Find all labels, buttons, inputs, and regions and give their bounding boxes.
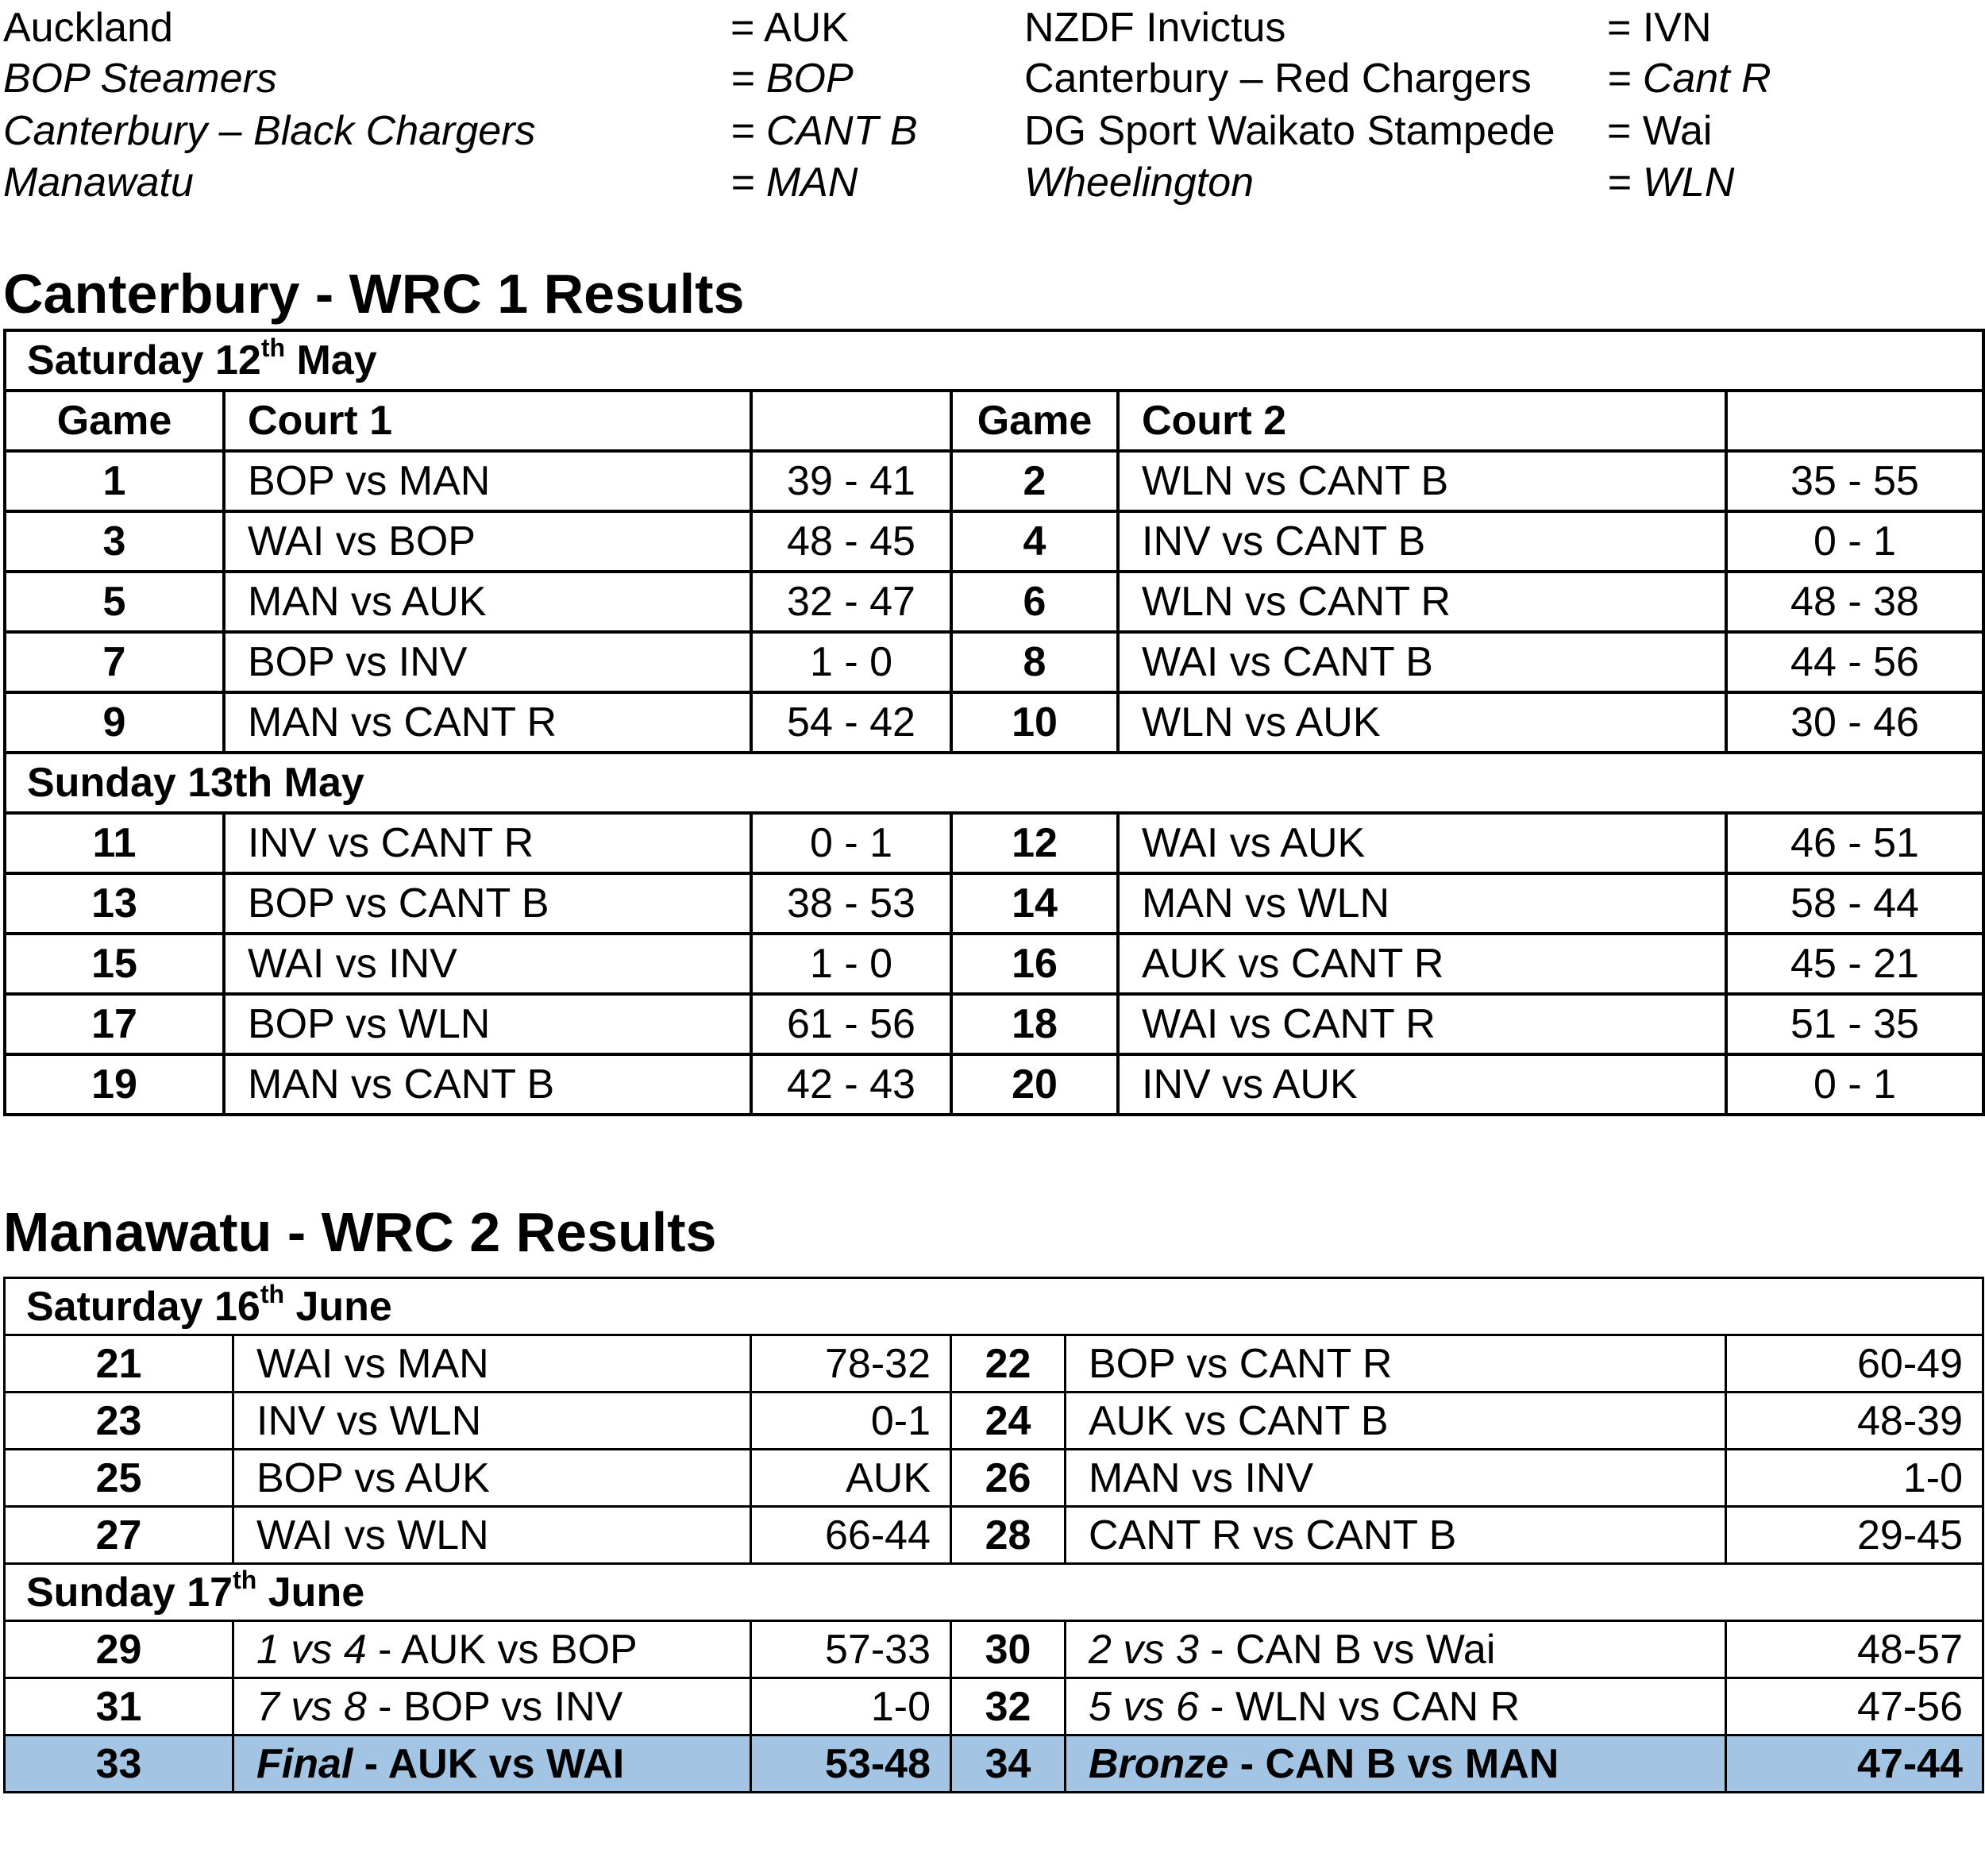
score-cell: 60-49 — [1726, 1335, 1983, 1393]
day-label: Saturday 12th May — [5, 330, 1983, 391]
wrc2-title: Manawatu - WRC 2 Results — [3, 1201, 717, 1263]
match-cell: WLN vs AUK — [1118, 692, 1726, 753]
day-row — [5, 1278, 1983, 1335]
score-cell: 29-45 — [1726, 1507, 1983, 1564]
score-cell: 30 - 46 — [1726, 692, 1983, 753]
match-cell: BOP vs MAN — [224, 451, 751, 511]
game-number: 26 — [951, 1450, 1066, 1507]
match-cell: WAI vs WLN — [233, 1507, 751, 1564]
match-cell: Final - AUK vs WAI — [233, 1735, 751, 1793]
match-cell: 5 vs 6 - WLN vs CAN R — [1066, 1678, 1726, 1735]
match-cell: INV vs CANT R — [224, 813, 751, 873]
legend-code: = IVN — [1607, 5, 1712, 51]
match-cell: INV vs WLN — [233, 1393, 751, 1450]
match-cell: MAN vs AUK — [224, 572, 751, 632]
match-cell: WAI vs AUK — [1118, 813, 1726, 873]
match-cell: WAI vs INV — [224, 934, 751, 994]
game-number: 25 — [5, 1450, 233, 1507]
game-number: 4 — [951, 511, 1118, 572]
game-number: 12 — [951, 813, 1118, 873]
table-row — [5, 1393, 1983, 1450]
score-cell: AUK — [751, 1450, 951, 1507]
score-cell: 48 - 45 — [751, 511, 951, 572]
match-cell: BOP vs AUK — [233, 1450, 751, 1507]
score-cell: 1-0 — [751, 1678, 951, 1735]
game-number: 14 — [951, 873, 1118, 934]
game-number: 11 — [5, 813, 224, 873]
table-row — [5, 1335, 1983, 1393]
table-row — [5, 873, 1983, 934]
game-number: 5 — [5, 572, 224, 632]
score-cell: 0 - 1 — [751, 813, 951, 873]
match-cell: BOP vs WLN — [224, 994, 751, 1054]
game-number: 20 — [951, 1054, 1118, 1115]
table-row — [5, 511, 1983, 572]
table-row — [5, 994, 1983, 1054]
legend-code: = Wai — [1607, 108, 1713, 154]
wrc2-saturday-rows — [5, 1335, 1983, 1564]
score-cell: 44 - 56 — [1726, 632, 1983, 692]
score-cell: 48-39 — [1726, 1393, 1983, 1450]
game-number: 24 — [951, 1393, 1066, 1450]
table-row — [5, 632, 1983, 692]
game-number: 30 — [951, 1621, 1066, 1678]
match-cell: WAI vs CANT B — [1118, 632, 1726, 692]
day-row — [5, 753, 1983, 813]
match-cell: MAN vs CANT R — [224, 692, 751, 753]
final-row — [5, 1735, 1983, 1793]
game-number: 16 — [951, 934, 1118, 994]
game-number: 27 — [5, 1507, 233, 1564]
legend-name: Canterbury – Red Chargers — [1024, 56, 1532, 102]
score-cell: 47-56 — [1726, 1678, 1983, 1735]
game-number: 17 — [5, 994, 224, 1054]
game-number: 15 — [5, 934, 224, 994]
table-row — [5, 572, 1983, 632]
score-cell: 57-33 — [751, 1621, 951, 1678]
game-number: 18 — [951, 994, 1118, 1054]
legend-name: BOP Steamers — [3, 56, 277, 102]
header-blank — [1726, 391, 1983, 451]
game-number: 7 — [5, 632, 224, 692]
wrc1-title: Canterbury - WRC 1 Results — [3, 263, 745, 325]
game-number: 1 — [5, 451, 224, 511]
legend-name: Auckland — [3, 5, 173, 51]
game-number: 10 — [951, 692, 1118, 753]
header-game: Game — [951, 391, 1118, 451]
match-cell: MAN vs WLN — [1118, 873, 1726, 934]
match-cell: WAI vs MAN — [233, 1335, 751, 1393]
score-cell: 51 - 35 — [1726, 994, 1983, 1054]
table-row — [5, 1507, 1983, 1564]
match-cell: INV vs AUK — [1118, 1054, 1726, 1115]
table-row — [5, 451, 1983, 511]
match-cell: INV vs CANT B — [1118, 511, 1726, 572]
day-row — [5, 330, 1983, 391]
score-cell: 78-32 — [751, 1335, 951, 1393]
score-cell: 1-0 — [1726, 1450, 1983, 1507]
score-cell: 1 - 0 — [751, 632, 951, 692]
table-row — [5, 1450, 1983, 1507]
game-number: 13 — [5, 873, 224, 934]
game-number: 23 — [5, 1393, 233, 1450]
table-row — [5, 934, 1983, 994]
score-cell: 58 - 44 — [1726, 873, 1983, 934]
game-number: 33 — [5, 1735, 233, 1793]
match-cell: CANT R vs CANT B — [1066, 1507, 1726, 1564]
day-label: Sunday 17th June — [5, 1564, 1983, 1621]
game-number: 28 — [951, 1507, 1066, 1564]
game-number: 6 — [951, 572, 1118, 632]
score-cell: 46 - 51 — [1726, 813, 1983, 873]
game-number: 2 — [951, 451, 1118, 511]
score-cell: 48 - 38 — [1726, 572, 1983, 632]
match-cell: WLN vs CANT B — [1118, 451, 1726, 511]
match-cell: BOP vs INV — [224, 632, 751, 692]
score-cell: 47-44 — [1726, 1735, 1983, 1793]
legend-code: = Cant R — [1607, 56, 1771, 102]
score-cell: 38 - 53 — [751, 873, 951, 934]
legend-name: NZDF Invictus — [1024, 5, 1286, 51]
header-game: Game — [5, 391, 224, 451]
table-row — [5, 692, 1983, 753]
score-cell: 0 - 1 — [1726, 1054, 1983, 1115]
match-cell: WAI vs BOP — [224, 511, 751, 572]
header-court1: Court 1 — [224, 391, 751, 451]
match-cell: AUK vs CANT R — [1118, 934, 1726, 994]
legend-code: = CANT B — [730, 108, 918, 154]
header-court2: Court 2 — [1118, 391, 1726, 451]
wrc1-sunday-rows — [5, 813, 1983, 1115]
day-label: Saturday 16th June — [5, 1278, 1983, 1335]
table-row — [5, 1054, 1983, 1115]
wrc1-saturday-rows — [5, 451, 1983, 753]
game-number: 31 — [5, 1678, 233, 1735]
team-legend — [0, 0, 1985, 214]
day-row — [5, 1564, 1983, 1621]
legend-code: = BOP — [730, 56, 854, 102]
legend-code: = WLN — [1607, 160, 1735, 206]
game-number: 29 — [5, 1621, 233, 1678]
header-row — [5, 391, 1983, 451]
score-cell: 32 - 47 — [751, 572, 951, 632]
match-cell: MAN vs CANT B — [224, 1054, 751, 1115]
legend-name: Wheelington — [1024, 160, 1255, 206]
table-row — [5, 1678, 1983, 1735]
game-number: 32 — [951, 1678, 1066, 1735]
match-cell: AUK vs CANT B — [1066, 1393, 1726, 1450]
score-cell: 45 - 21 — [1726, 934, 1983, 994]
match-cell: WAI vs CANT R — [1118, 994, 1726, 1054]
score-cell: 42 - 43 — [751, 1054, 951, 1115]
score-cell: 48-57 — [1726, 1621, 1983, 1678]
match-cell: Bronze - CAN B vs MAN — [1066, 1735, 1726, 1793]
legend-code: = MAN — [730, 160, 858, 206]
score-cell: 1 - 0 — [751, 934, 951, 994]
game-number: 8 — [951, 632, 1118, 692]
legend-name: DG Sport Waikato Stampede — [1024, 108, 1555, 154]
score-cell: 61 - 56 — [751, 994, 951, 1054]
legend-name: Manawatu — [3, 160, 194, 206]
score-cell: 53-48 — [751, 1735, 951, 1793]
game-number: 21 — [5, 1335, 233, 1393]
game-number: 22 — [951, 1335, 1066, 1393]
header-blank — [751, 391, 951, 451]
match-cell: MAN vs INV — [1066, 1450, 1726, 1507]
score-cell: 0 - 1 — [1726, 511, 1983, 572]
score-cell: 66-44 — [751, 1507, 951, 1564]
match-cell: WLN vs CANT R — [1118, 572, 1726, 632]
table-row — [5, 813, 1983, 873]
table-row — [5, 1621, 1983, 1678]
game-number: 19 — [5, 1054, 224, 1115]
wrc1-results-table — [3, 329, 1985, 1116]
match-cell: 1 vs 4 - AUK vs BOP — [233, 1621, 751, 1678]
score-cell: 39 - 41 — [751, 451, 951, 511]
match-cell: 2 vs 3 - CAN B vs Wai — [1066, 1621, 1726, 1678]
game-number: 3 — [5, 511, 224, 572]
match-cell: 7 vs 8 - BOP vs INV — [233, 1678, 751, 1735]
game-number: 9 — [5, 692, 224, 753]
match-cell: BOP vs CANT B — [224, 873, 751, 934]
score-cell: 54 - 42 — [751, 692, 951, 753]
score-cell: 0-1 — [751, 1393, 951, 1450]
wrc2-sunday-rows — [5, 1621, 1983, 1735]
day-label: Sunday 13th May — [5, 753, 1983, 813]
wrc2-results-table — [3, 1277, 1984, 1793]
legend-code: = AUK — [730, 5, 849, 51]
score-cell: 35 - 55 — [1726, 451, 1983, 511]
game-number: 34 — [951, 1735, 1066, 1793]
legend-name: Canterbury – Black Chargers — [3, 108, 536, 154]
match-cell: BOP vs CANT R — [1066, 1335, 1726, 1393]
